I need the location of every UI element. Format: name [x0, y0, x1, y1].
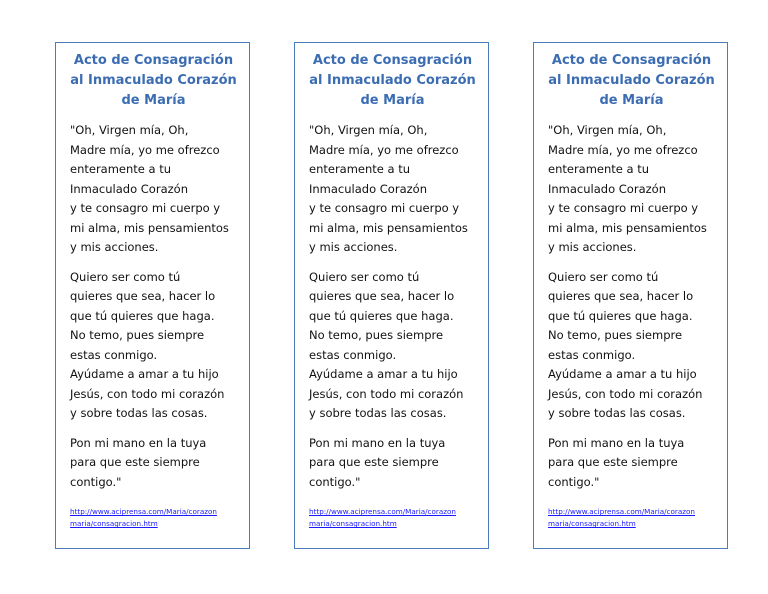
- text-line: y mis acciones.: [309, 240, 398, 254]
- title-line: Acto de Consagración: [312, 53, 473, 68]
- source-link[interactable]: [548, 506, 721, 530]
- title-line: de María: [599, 93, 664, 108]
- prayer-paragraph-3: [309, 434, 482, 493]
- text-line: Quiero ser como tú: [309, 269, 420, 284]
- text-line: Jesús, con todo mi corazón: [548, 386, 703, 401]
- link-line[interactable]: http://www.aciprensa.com/Maria/corazon: [70, 507, 217, 516]
- prayer-paragraph-3: [70, 434, 243, 493]
- bookmark-card: [294, 42, 489, 549]
- link-line[interactable]: maria/consagracion.htm: [70, 519, 158, 528]
- title-line: de María: [121, 93, 186, 108]
- text-line: y te consagro mi cuerpo y: [70, 201, 221, 215]
- text-line: y sobre todas las cosas.: [309, 406, 447, 420]
- text-line: No temo, pues siempre: [309, 328, 444, 342]
- text-line: que tú quieres que haga.: [309, 308, 454, 323]
- text-line: "Oh, Virgen mía, Oh,: [70, 123, 189, 137]
- text-line: y te consagro mi cuerpo y: [309, 201, 460, 215]
- text-line: "Oh, Virgen mía, Oh,: [309, 123, 428, 137]
- text-line: Inmaculado Corazón: [70, 181, 188, 196]
- text-line: Ayúdame a amar a tu hijo: [70, 367, 219, 381]
- text-line: Madre mía, yo me ofrezco: [70, 142, 220, 157]
- text-line: contigo.": [548, 474, 600, 489]
- text-line: estas conmigo.: [70, 347, 158, 362]
- prayer-paragraph-2: [70, 268, 243, 424]
- text-line: quieres que sea, hacer lo: [309, 289, 455, 303]
- text-line: Pon mi mano en la tuya: [309, 435, 446, 450]
- text-line: Quiero ser como tú: [70, 269, 181, 284]
- title-line: al Inmaculado Corazón: [70, 73, 237, 88]
- card-title: [548, 51, 721, 111]
- text-line: contigo.": [309, 474, 361, 489]
- text-line: mi alma, mis pensamientos: [548, 220, 707, 235]
- text-line: Inmaculado Corazón: [309, 181, 427, 196]
- text-line: y sobre todas las cosas.: [70, 406, 208, 420]
- title-line: al Inmaculado Corazón: [548, 73, 715, 88]
- prayer-paragraph-1: [548, 121, 721, 258]
- text-line: Pon mi mano en la tuya: [548, 435, 685, 450]
- text-line: Inmaculado Corazón: [548, 181, 666, 196]
- prayer-paragraph-1: [309, 121, 482, 258]
- text-line: Quiero ser como tú: [548, 269, 659, 284]
- text-line: y te consagro mi cuerpo y: [548, 201, 699, 215]
- text-line: Madre mía, yo me ofrezco: [309, 142, 459, 157]
- text-line: quieres que sea, hacer lo: [70, 289, 216, 303]
- text-line: Pon mi mano en la tuya: [70, 435, 207, 450]
- text-line: y sobre todas las cosas.: [548, 406, 686, 420]
- text-line: Ayúdame a amar a tu hijo: [309, 367, 458, 381]
- link-line[interactable]: http://www.aciprensa.com/Maria/corazon: [548, 507, 695, 516]
- text-line: contigo.": [70, 474, 122, 489]
- text-line: Madre mía, yo me ofrezco: [548, 142, 698, 157]
- text-line: para que este siempre: [309, 455, 439, 469]
- bookmark-card: [533, 42, 728, 549]
- card-title: [70, 51, 243, 111]
- text-line: estas conmigo.: [309, 347, 397, 362]
- title-line: Acto de Consagración: [73, 53, 234, 68]
- text-line: enteramente a tu: [548, 162, 650, 176]
- title-line: de María: [360, 93, 425, 108]
- text-line: y mis acciones.: [548, 240, 637, 254]
- link-line[interactable]: maria/consagracion.htm: [309, 519, 397, 528]
- text-line: para que este siempre: [548, 455, 678, 469]
- card-title: [309, 51, 482, 111]
- link-line[interactable]: maria/consagracion.htm: [548, 519, 636, 528]
- text-line: "Oh, Virgen mía, Oh,: [548, 123, 667, 137]
- text-line: enteramente a tu: [309, 162, 411, 176]
- text-line: para que este siempre: [70, 455, 200, 469]
- text-line: Ayúdame a amar a tu hijo: [548, 367, 697, 381]
- text-line: mi alma, mis pensamientos: [70, 220, 229, 235]
- text-line: que tú quieres que haga.: [548, 308, 693, 323]
- text-line: enteramente a tu: [70, 162, 172, 176]
- text-line: Jesús, con todo mi corazón: [70, 386, 225, 401]
- bookmark-card: [55, 42, 250, 549]
- text-line: y mis acciones.: [70, 240, 159, 254]
- prayer-paragraph-2: [309, 268, 482, 424]
- title-line: al Inmaculado Corazón: [309, 73, 476, 88]
- text-line: No temo, pues siempre: [70, 328, 205, 342]
- prayer-paragraph-2: [548, 268, 721, 424]
- text-line: estas conmigo.: [548, 347, 636, 362]
- prayer-paragraph-3: [548, 434, 721, 493]
- text-line: quieres que sea, hacer lo: [548, 289, 694, 303]
- title-line: Acto de Consagración: [551, 53, 712, 68]
- text-line: que tú quieres que haga.: [70, 308, 215, 323]
- text-line: Jesús, con todo mi corazón: [309, 386, 464, 401]
- text-line: mi alma, mis pensamientos: [309, 220, 468, 235]
- prayer-paragraph-1: [70, 121, 243, 258]
- source-link[interactable]: [309, 506, 482, 530]
- text-line: No temo, pues siempre: [548, 328, 683, 342]
- link-line[interactable]: http://www.aciprensa.com/Maria/corazon: [309, 507, 456, 516]
- source-link[interactable]: [70, 506, 243, 530]
